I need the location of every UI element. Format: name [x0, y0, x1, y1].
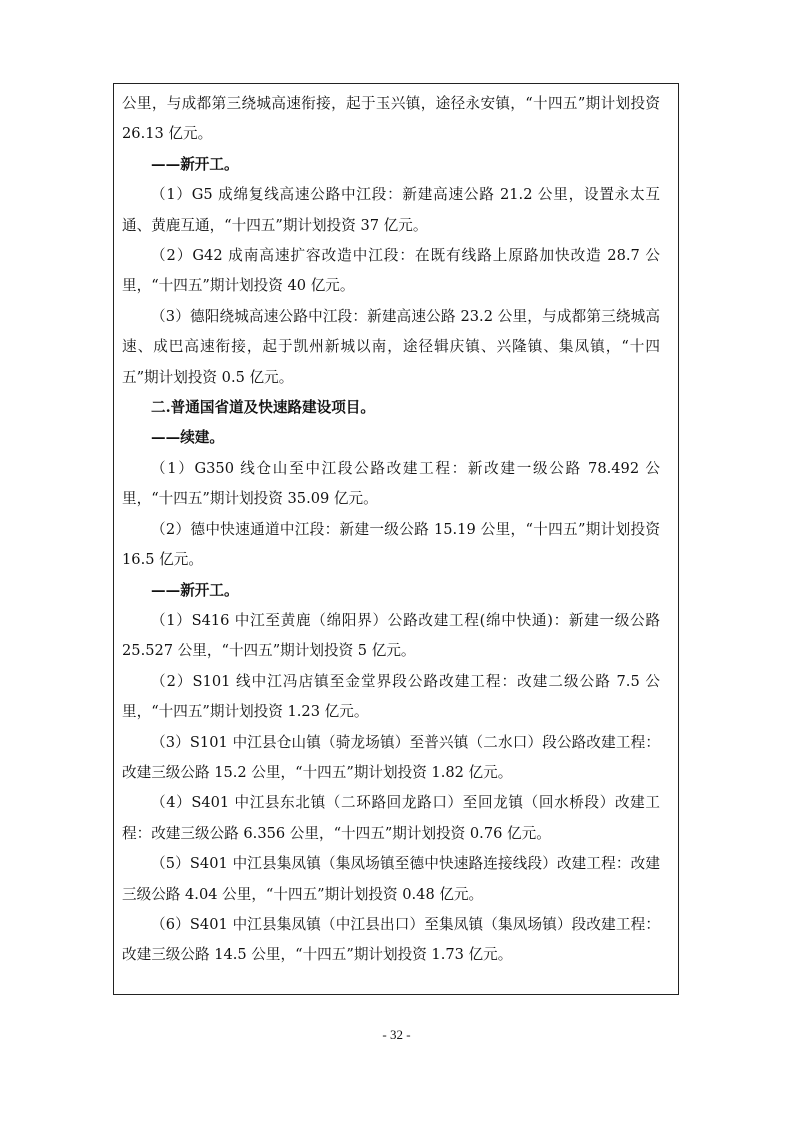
section-heading: ——新开工。	[151, 581, 239, 599]
paragraph: （1）G5 成绵复线高速公路中江段：新建高速公路 21.2 公里，设置永太互通、黄鹿互通，“十四五”期计划投资 37 亿元。	[122, 186, 660, 234]
paragraph: （2）G42 成南高速扩容改造中江段：在既有线路上原路加快改造 28.7 公里，“十四五”期计划投资 40 亿元。	[122, 247, 660, 295]
document-body	[122, 89, 660, 971]
paragraph: （3）德阳绕城高速公路中江段：新建高速公路 23.2 公里，与成都第三绕城高速、成巴高速衔接，起于凯州新城以南，途径辑庆镇、兴隆镇、集凤镇，“十四五”期计划投资 0.5 亿元。	[122, 307, 660, 386]
section-heading: ——新开工。	[151, 155, 239, 173]
section-heading: ——续建。	[151, 429, 224, 447]
paragraph: （2）德中快速通道中江段：新建一级公路 15.19 公里，“十四五”期计划投资 16.5 亿元。	[122, 520, 660, 569]
paragraph: （6）S401 中江县集凤镇（中江县出口）至集凤镇（集凤场镇）段改建工程：改建三级公路 14.5 公里，“十四五”期计划投资 1.73 亿元。	[122, 915, 660, 964]
section-heading: 二.普通国省道及快速路建设项目。	[151, 399, 375, 417]
page-number: - 32 -	[382, 1027, 411, 1042]
paragraph: （1）S416 中江至黄鹿（绵阳界）公路改建工程(绵中快通)：新建一级公路 25.527 公里，“十四五”期计划投资 5 亿元。	[122, 611, 660, 660]
paragraph: （4）S401 中江县东北镇（二环路回龙路口）至回龙镇（回水桥段）改建工程：改建三级公路 6.356 公里，“十四五”期计划投资 0.76 亿元。	[122, 794, 660, 842]
paragraph: （3）S101 中江县仓山镇（骑龙场镇）至普兴镇（二水口）段公路改建工程：改建三级公路 15.2 公里，“十四五”期计划投资 1.82 亿元。	[122, 733, 660, 781]
paragraph: （5）S401 中江县集凤镇（集凤场镇至德中快速路连接线段）改建工程：改建三级公路 4.04 公里，“十四五”期计划投资 0.48 亿元。	[122, 855, 660, 903]
paragraph: （2）S101 线中江冯店镇至金堂界段公路改建工程：改建二级公路 7.5 公里，“十四五”期计划投资 1.23 亿元。	[122, 672, 660, 721]
paragraph: 公里，与成都第三绕城高速衔接，起于玉兴镇，途径永安镇，“十四五”期计划投资 26.13 亿元。	[122, 95, 660, 143]
paragraph: （1）G350 线仓山至中江段公路改建工程：新改建一级公路 78.492 公里，“十四五”期计划投资 35.09 亿元。	[122, 459, 660, 508]
